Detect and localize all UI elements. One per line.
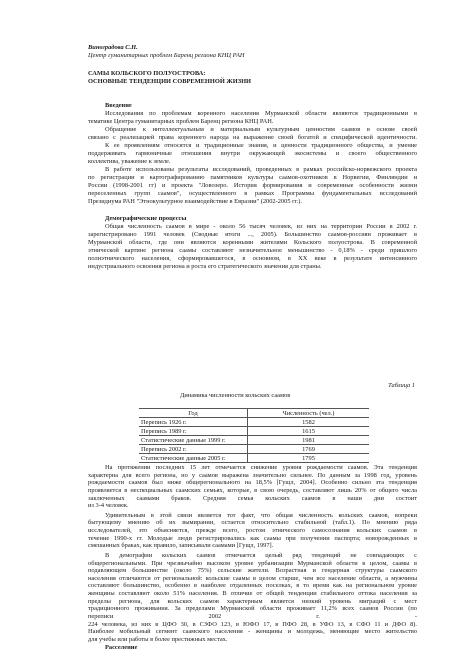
table-cell-count: 1769 — [248, 445, 370, 454]
body-line: исследователей, это объясняется, прежде всего, ростом этнического самосознания кольских саамов в — [88, 527, 417, 535]
intro-line: поддерживать гармоничные отношения внутри окружающей экосистемы и своего общественного — [88, 150, 417, 157]
intro-line: тематике Центра гуманитарных проблем Баренц региона КНЦ РАН. — [88, 118, 274, 125]
intro-line: Президиума РАН "Этнокультурное взаимодействие в Евразии" (2002-2005 гг.). — [88, 198, 302, 205]
table-cell-year: Перепись 1989 г. — [139, 427, 248, 436]
demo-line: этнической картине региона саамы составляют незначительное меньшинство - 0,18% - среди пришлого — [88, 247, 417, 254]
body-line: общерегиональными. При чрезвычайно высоком уровне урбанизации Мурманской области в целом, саамы в — [88, 559, 417, 567]
intro-line: связано с реализацией права коренного народа на выражение своей богатой и специфической идентичности. — [88, 134, 417, 141]
body-line: Наиболее мобильный сегмент саамского населения - женщины и молодежь, меняющие место жительство — [88, 628, 417, 636]
table-row — [139, 427, 369, 436]
body-line: переписи 2002 г. - — [88, 612, 417, 620]
table-row — [139, 454, 369, 463]
table-cell-count: 1615 — [248, 427, 370, 436]
intro-line: К ее проявлениям относятся и традиционные знания, и ценности традиционного общества, и умение — [105, 142, 417, 149]
body-line: смешанных браках, как правило, записывали саамами [Гущл, 1997]. — [88, 542, 274, 550]
body-line: заключенных саамами браков. Средняя семья кольских саамов в наши дни состоит — [88, 494, 417, 502]
body-line: течение 1990-х гг. Молодые люди регистрировались как саамы при получении паспорта; новорожденных в — [88, 534, 417, 542]
body-line: В демографии кольских саамов отмечается целый ряд тенденций не совпадающих с — [105, 551, 417, 559]
demo-line: Общая численность саамов в мире - около 56 тысяч человек, из них на территории России в 2002 г. — [105, 223, 417, 230]
body-line: Удивительным в этой связи является тот факт, что общая численность кольских саамов, вопреки — [105, 511, 417, 519]
body-line: подавляющем большинстве (около 75%) сельские жители. Возрастная и гендерная структуры саамского — [88, 567, 417, 575]
title-line-1: САМЫ КОЛЬСКОГО ПОЛУОСТРОВА: — [88, 70, 206, 77]
body-line: бытующему мнению об их вымирании, остается относительно стабильной (табл.1). По мнению ряда — [88, 519, 417, 527]
table-cell-year: Статистические данные 1999 г. — [139, 436, 248, 445]
demo-line: зарегистрировано 1991 человек (Сводные итоги ..., 2005). Большинство саамов-россиян проживает в — [88, 231, 417, 238]
intro-line: В работе использованы результаты исследований, проведенных в рамках российско-норвежского проекта — [105, 166, 417, 173]
author-name: Виноградова С.Н. — [88, 44, 138, 51]
table-row — [139, 445, 369, 454]
intro-line: России (1998-2001 гг) и проекта "Ловозеро. История формирования и современные особенности жизни — [88, 182, 417, 189]
table-header-year: Год — [139, 409, 248, 418]
body-line: На протяжении последних 15 лет отмечается снижение уровня рождаемости саамов. Эта тенденция — [105, 464, 417, 471]
demo-line: Мурманской области, где они являются коренными жителями Кольского полуострова. В современной — [88, 239, 417, 246]
table-caption: Динамика численности кольских саамов — [180, 392, 291, 399]
table-row — [139, 418, 369, 427]
section-heading-demography: Демографические процессы — [105, 215, 187, 222]
intro-line: по регистрации и картографированию памятников культуры саамов-охотников в Норвегии, Финляндии и — [88, 174, 417, 181]
demo-line: индустриального освоения региона и роста его стратегического значения для страны. — [88, 263, 322, 270]
intro-line: переселенных групп саамов", осуществленного в рамках Программы фундаментальных исследований — [88, 190, 417, 197]
section-heading-settlement: Расселение — [105, 643, 138, 651]
table-header-row — [139, 409, 369, 418]
table-header-count: Численность (чел.) — [248, 409, 370, 418]
table-cell-count: 1582 — [248, 418, 370, 427]
body-line: женщины составляют около 51% населения. В отличие от общей тенденции стабильного оттока населения за — [88, 590, 417, 598]
body-line: проявляется в неспециальных саамских семьях, которые, в свою очередь, составляют лишь 20% от общего числа — [88, 486, 417, 494]
body-line: составляют большинство, особенно в наиболее отдаленных поселках, в то время как на региональном уровне — [88, 582, 417, 590]
demo-line: полиэтнического населения, сформировавшегося, в основном, в XX веке в результате интенсивного — [88, 255, 417, 262]
body-line: рождаемости саамов был ниже общерегионального на 18,5% [Гущл, 2004]. Особенно сильно эта тенденция — [88, 479, 417, 487]
table-row — [139, 436, 369, 445]
intro-line: Обращение к интеллектуальным и материальным культурным ценностям саамов в основе своей — [105, 126, 417, 133]
body-line: характерна для всего региона, но у саамов выражена значительно сильнее. По данным за 1998 год, уровень — [88, 471, 417, 479]
body-line: традиционного проживания. За пределами Мурманской области проживает 11,2% всех саамов России (по — [88, 605, 417, 613]
section-heading-intro: Введение — [105, 102, 132, 109]
author-affiliation: Центр гуманитарных проблем Баренц региона КНЦ РАН — [88, 52, 245, 59]
title-line-2: ОСНОВНЫЕ ТЕНДЕНЦИИ СОВРЕМЕННОЙ ЖИЗНИ — [88, 78, 252, 85]
table-cell-year: Перепись 2002 г. — [139, 445, 248, 454]
table-cell-year: Статистические данные 2005 г. — [139, 454, 248, 463]
intro-line: коллектива, уважение к земле. — [88, 158, 171, 165]
body-line: населения отличаются от региональной: кольские саамы в целом старше, чем все население области, а мужчины — [88, 574, 417, 582]
body-line: из 3-4 человек. — [88, 502, 129, 510]
table-cell-count: 1795 — [248, 454, 370, 463]
table-cell-count: 1981 — [248, 436, 370, 445]
table-cell-year: Перепись 1926 г. — [139, 418, 248, 427]
body-line: для учебы или работы в более престижных местах. — [88, 635, 228, 643]
body-line: 224 человека, из них в ЦФО 30, в СЗФО 123, в ЮФО 17, в ПФО 28, в УФО 13, в СФО 11 и ДФО 8). — [88, 620, 417, 628]
table-number: Таблица 1 — [388, 382, 415, 389]
population-table — [139, 408, 369, 463]
body-line: пределы региона, для кольских саамов характерным является низкий уровень миграций с мест — [88, 597, 417, 605]
intro-line: Исследования по проблемам коренного населения Мурманской области являются традиционными в — [105, 110, 417, 117]
